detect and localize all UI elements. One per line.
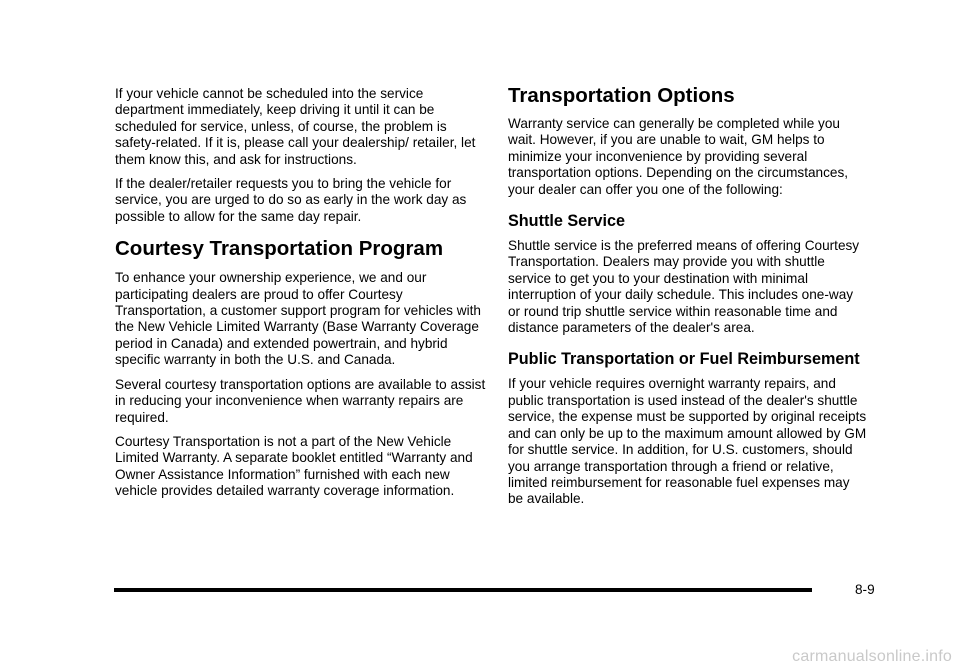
public-transportation-heading: Public Transportation or Fuel Reimbursement (508, 350, 860, 369)
left-paragraph-4: Several courtesy transportation options are available to assist in reducing your inconvenience when warranty repairs are required. (115, 376, 486, 425)
right-column (508, 84, 868, 516)
shuttle-service-text: Shuttle service is the preferred means of offering Courtesy Transportation. Dealers may provide you with shuttle service to get you to your destination with minimal interruption of your daily schedule. This includes one-way or round trip shuttle service within reasonable time and distance parameters of the dealer's area. (508, 238, 860, 336)
left-column (115, 86, 487, 508)
left-paragraph-2: If the dealer/retailer requests you to bring the vehicle for service, you are urged to do so as early in the work day as possible to allow for the same day repair. (115, 176, 467, 224)
right-paragraph-1: Warranty service can generally be completed while you wait. However, if you are unable to wait, GM helps to minimize your inconvenience by providing several transportation options. Depending on the circumstances, your dealer can offer you one of the following: (508, 116, 849, 197)
transportation-options-heading: Transportation Options (508, 84, 735, 107)
page-number: 8-9 (855, 582, 875, 597)
public-transportation-text: If your vehicle requires overnight warranty repairs, and public transportation is used instead of the dealer's shuttle service, the expense must be supported by original receipts and can only be up to the maximum amount allowed by GM for shuttle service. In addition, for U.S. customers, should you arrange transportation through a friend or relative, limited reimbursement for reasonable fuel expenses may be available. (508, 376, 867, 507)
left-paragraph-3: To enhance your ownership experience, we and our participating dealers are proud to offer Courtesy Transportation, a customer support program for vehicles with the New Vehicle Limited Warranty (Base Warranty Coverage period in Canada) and extended powertrain, and hybrid specific warranty in both the U.S. and Canada. (115, 270, 481, 368)
watermark: carmanualsonline.info (792, 648, 952, 665)
left-paragraph-1: If your vehicle cannot be scheduled into the service department immediately, keep driving it until it can be scheduled for service, unless, of course, the problem is safety-related. If it is, please call your dealership/ retailer, let them know this, and ask for instructions. (115, 86, 476, 167)
courtesy-transportation-heading: Courtesy Transportation Program (115, 237, 444, 261)
shuttle-service-heading: Shuttle Service (508, 212, 625, 231)
footer-rule (114, 588, 812, 592)
left-paragraph-5: Courtesy Transportation is not a part of the New Vehicle Limited Warranty. A separate booklet entitled “Warranty and Owner Assistance Information” furnished with each new vehicle provides detailed warranty coverage information. (115, 433, 473, 499)
